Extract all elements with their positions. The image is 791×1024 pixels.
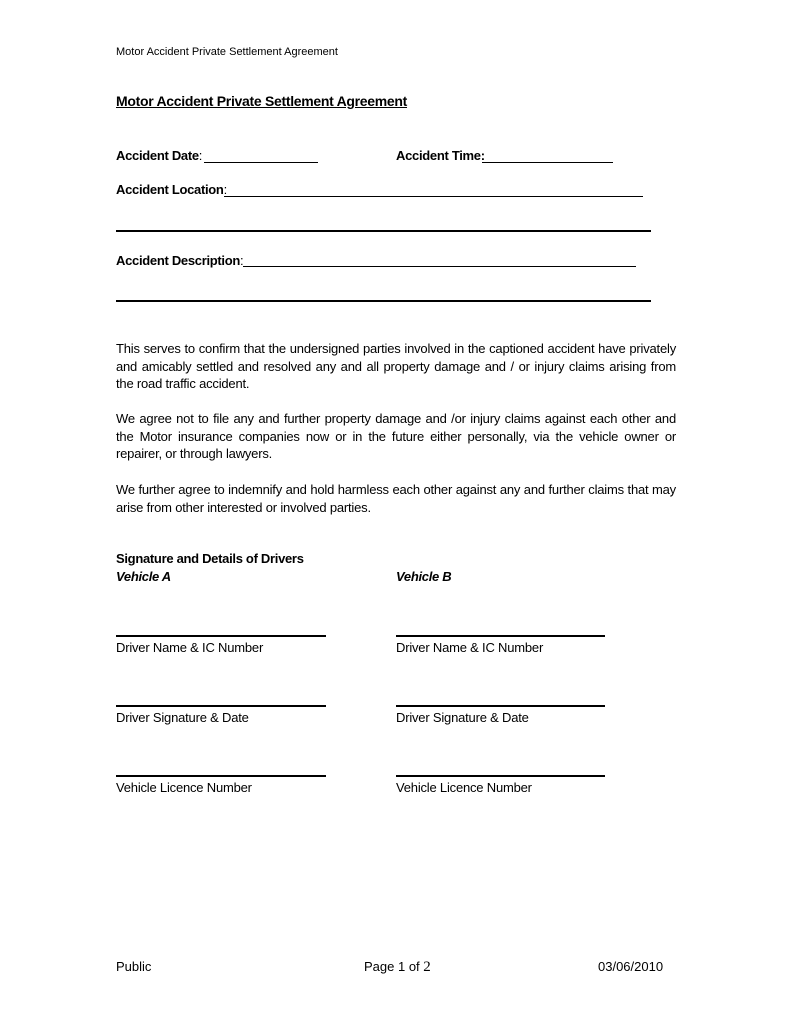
accident-date-colon: : [198, 148, 203, 163]
vehicle-b-label: Vehicle B [396, 569, 452, 584]
accident-time-blank [482, 162, 613, 163]
vehicle-b-signature-line [396, 705, 605, 707]
footer-page-number [364, 959, 431, 976]
vehicle-a-label: Vehicle A [116, 569, 171, 584]
vehicle-a-licence-line [116, 775, 326, 777]
accident-date-blank [204, 162, 318, 163]
vehicle-b-driver-name-line [396, 635, 605, 637]
accident-description-blank-2 [116, 300, 651, 302]
accident-location-field [116, 182, 227, 197]
accident-location-colon: : [223, 182, 227, 197]
accident-description-colon: : [240, 253, 244, 268]
accident-date-label: Accident Date [116, 148, 199, 163]
accident-description-blank [243, 266, 636, 267]
document-title: Motor Accident Private Settlement Agreement [116, 93, 408, 109]
vehicle-b-licence-caption: Vehicle Licence Number [396, 780, 532, 795]
accident-location-blank [224, 196, 643, 197]
paragraph-indemnify: We further agree to indemnify and hold harmless each other against any and further claims that may arise from other interested or involved parties. [116, 482, 676, 515]
footer-page-prefix: Page 1 of [364, 959, 424, 974]
footer-page-total: 2 [423, 959, 431, 975]
vehicle-b-driver-name-caption: Driver Name & IC Number [396, 640, 544, 655]
vehicle-a-signature-line [116, 705, 326, 707]
paragraph-no-claims: We agree not to file any and further property damage and /or injury claims against each other and the Motor insurance companies now or in the future either personally, via the vehicle owner or repairer, or through lawyers. [116, 411, 676, 461]
running-header: Motor Accident Private Settlement Agreement [116, 46, 338, 58]
accident-location-blank-2 [116, 230, 651, 232]
accident-description-label: Accident Description [116, 253, 241, 268]
signature-heading: Signature and Details of Drivers [116, 551, 304, 566]
vehicle-a-driver-name-caption: Driver Name & IC Number [116, 640, 264, 655]
vehicle-a-licence-caption: Vehicle Licence Number [116, 780, 252, 795]
vehicle-a-driver-name-line [116, 635, 326, 637]
accident-description-field [116, 253, 243, 268]
accident-time-label: Accident Time: [396, 148, 485, 163]
accident-location-label: Accident Location [116, 182, 224, 197]
footer-classification: Public [116, 959, 152, 974]
paragraph-confirmation: This serves to confirm that the undersigned parties involved in the captioned accident have privately and amicably settled and resolved any and all property damage and / or injury claims arising from the road traffic accident. [116, 341, 676, 391]
accident-date-field [116, 148, 202, 163]
vehicle-b-signature-caption: Driver Signature & Date [396, 710, 529, 725]
footer-date: 03/06/2010 [598, 959, 664, 974]
vehicle-b-licence-line [396, 775, 605, 777]
vehicle-a-signature-caption: Driver Signature & Date [116, 710, 249, 725]
